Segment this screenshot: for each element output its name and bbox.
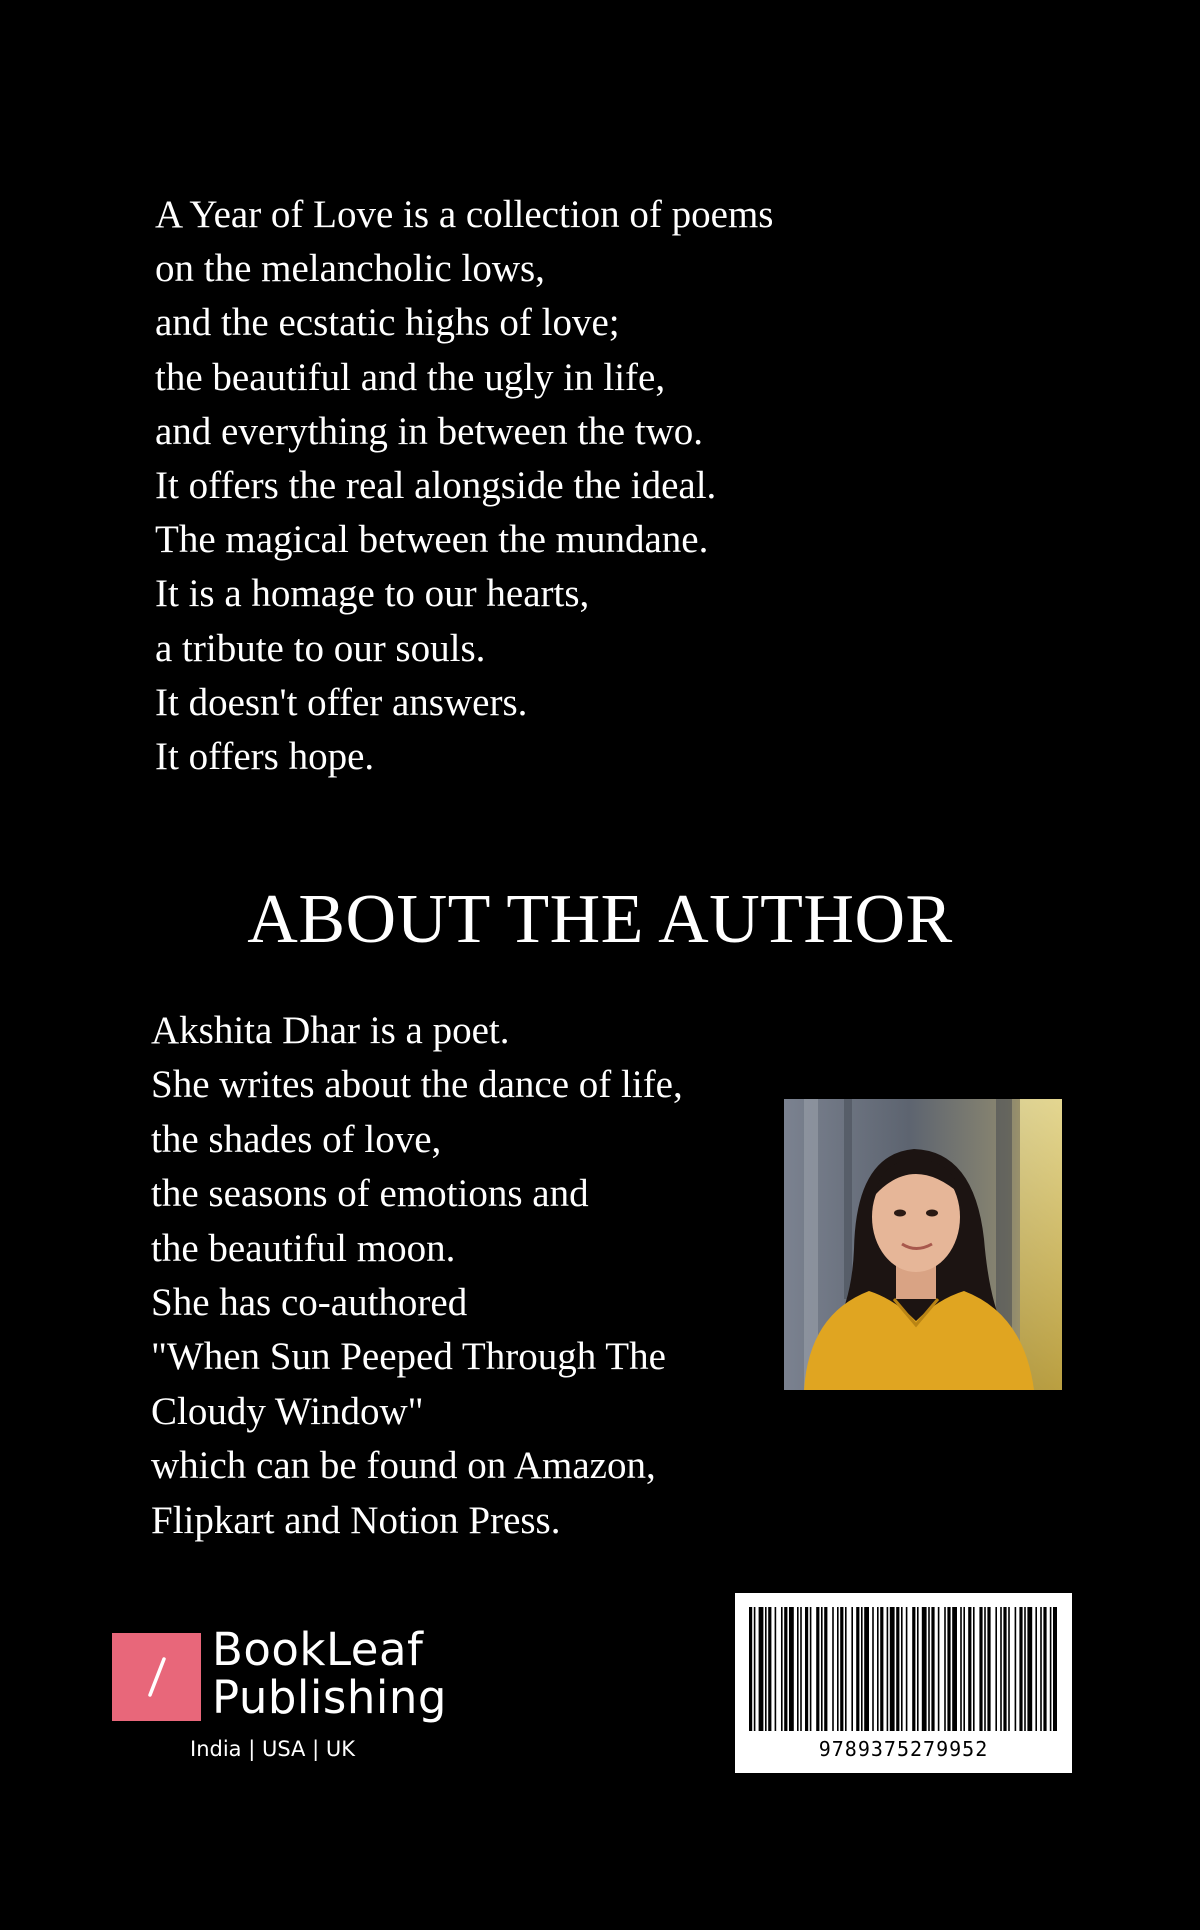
book-blurb	[155, 188, 773, 784]
publisher-logo	[112, 1625, 452, 1775]
author-bio	[151, 1004, 683, 1548]
isbn-barcode	[735, 1593, 1072, 1773]
publisher-name-line1: BookLeaf	[212, 1623, 424, 1676]
blurb-line: a tribute to our souls.	[155, 626, 486, 670]
blurb-line: the beautiful and the ugly in life,	[155, 355, 666, 399]
publisher-name-line2: Publishing	[212, 1671, 447, 1724]
isbn-number: 9789375279952	[818, 1737, 989, 1761]
bio-line: which can be found on Amazon,	[151, 1444, 656, 1488]
bio-line: the seasons of emotions and	[151, 1172, 589, 1216]
bio-line: the beautiful moon.	[151, 1226, 456, 1270]
bio-line: the shades of love,	[151, 1117, 442, 1161]
blurb-line: The magical between the mundane.	[155, 518, 709, 562]
bio-line: Akshita Dhar is a poet.	[151, 1009, 510, 1052]
bio-line: Cloudy Window"	[151, 1389, 424, 1433]
blurb-line: It offers hope.	[155, 735, 375, 779]
bio-line: She writes about the dance of life,	[151, 1063, 683, 1107]
blurb-line: and everything in between the two.	[155, 409, 703, 453]
blurb-line: It doesn't offer answers.	[155, 680, 528, 724]
publisher-regions: India | USA | UK	[190, 1737, 355, 1761]
bio-line: She has co-authored	[151, 1281, 468, 1325]
blurb-line: It offers the real alongside the ideal.	[155, 464, 717, 508]
blurb-line: on the melancholic lows,	[155, 247, 545, 291]
bio-line: "When Sun Peeped Through The	[151, 1335, 666, 1379]
blurb-line: It is a homage to our hearts,	[155, 572, 590, 616]
about-author-heading: ABOUT THE AUTHOR	[247, 881, 953, 958]
blurb-line: and the ecstatic highs of love;	[155, 301, 620, 345]
slash-logo-icon	[112, 1633, 201, 1721]
bio-line: Flipkart and Notion Press.	[151, 1498, 561, 1542]
blurb-line: A Year of Love is a collection of poems	[155, 193, 774, 236]
author-photo	[784, 1099, 1062, 1390]
